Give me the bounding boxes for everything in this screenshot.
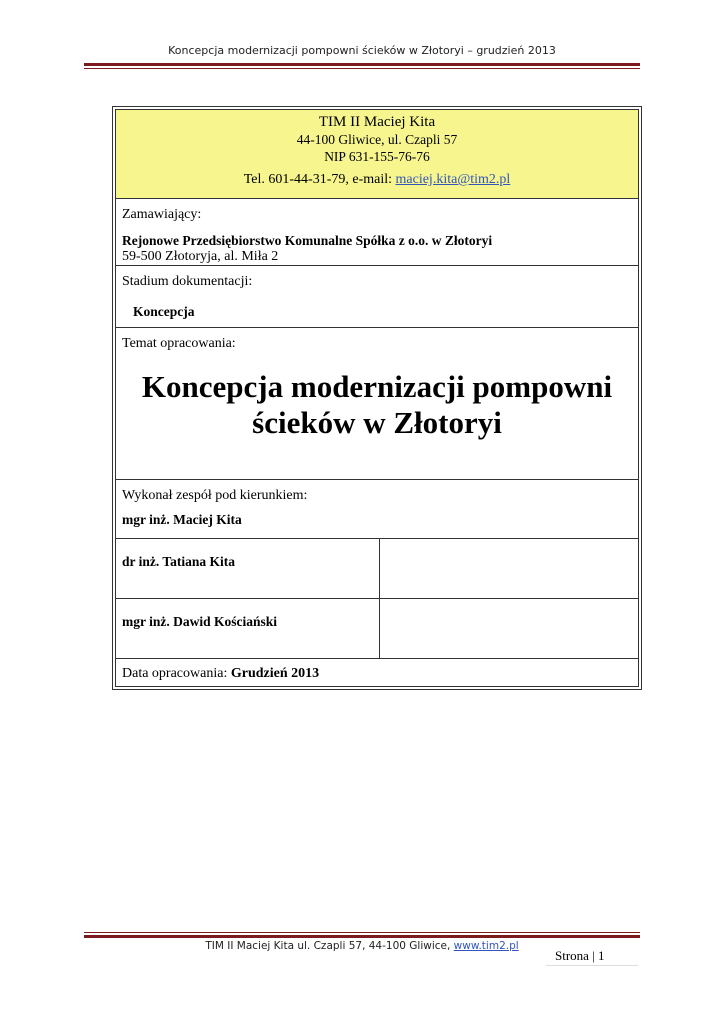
- stage-label: Stadium dokumentacji:: [122, 274, 253, 289]
- company-address: 44-100 Gliwice, ul. Czapli 57: [296, 132, 458, 147]
- team-member-name: dr inż. Tatiana Kita: [122, 554, 236, 569]
- client-name: Rejonowe Przedsiębiorstwo Komunalne Spółka z o.o. w Złotoryi: [122, 233, 493, 248]
- footer-address: TIM II Maciej Kita ul. Czapli 57, 44-100 Gliwice,: [205, 940, 454, 952]
- client-block: [116, 199, 638, 266]
- page-footer: [0, 940, 724, 952]
- team-lead: mgr inż. Maciej Kita: [122, 512, 242, 527]
- stage-block: [116, 266, 638, 328]
- company-nip: NIP 631-155-76-76: [324, 149, 430, 164]
- stage-value: Koncepcja: [133, 304, 195, 319]
- page-number-rule: [546, 965, 638, 966]
- company-contact: [116, 172, 638, 188]
- date-row: [116, 659, 638, 682]
- topic-label: Temat opracowania:: [122, 336, 236, 351]
- team-member-row: [116, 599, 638, 659]
- company-name: TIM II Maciej Kita: [318, 114, 436, 130]
- topic-block: [116, 328, 638, 480]
- company-block: [116, 110, 638, 199]
- page-number: Strona | 1: [555, 948, 605, 963]
- team-member-name: mgr inż. Dawid Kościański: [122, 614, 278, 629]
- footer-website-link[interactable]: www.tim2.pl: [453, 940, 519, 952]
- page-header: Koncepcja modernizacji pompowni ścieków w Złotoryi – grudzień 2013: [168, 44, 556, 57]
- company-phone: Tel. 601-44-31-79, e-mail:: [243, 172, 396, 187]
- header-rule-thin: [84, 68, 640, 69]
- signature-column-divider: [379, 599, 380, 658]
- footer-rule: [84, 935, 640, 938]
- document-title-line1: Koncepcja modernizacji pompowni: [141, 369, 613, 404]
- footer-rule-thin: [84, 932, 640, 933]
- header-rule: [84, 63, 640, 66]
- team-label: Wykonał zespół pod kierunkiem:: [122, 488, 308, 503]
- document-title-line2: ścieków w Złotoryi: [252, 405, 502, 440]
- date-label: Data opracowania:: [122, 666, 231, 681]
- date-block: [116, 659, 638, 690]
- client-address: 59-500 Złotoryja, al. Miła 2: [122, 249, 279, 264]
- team-block: [116, 480, 638, 539]
- document-title: [116, 369, 638, 441]
- company-email-link[interactable]: maciej.kita@tim2.pl: [395, 172, 511, 187]
- title-page-card: [112, 106, 642, 690]
- signature-column-divider: [379, 539, 380, 598]
- date-value: Grudzień 2013: [230, 666, 320, 681]
- client-label: Zamawiający:: [122, 207, 202, 222]
- team-member-row: [116, 539, 638, 599]
